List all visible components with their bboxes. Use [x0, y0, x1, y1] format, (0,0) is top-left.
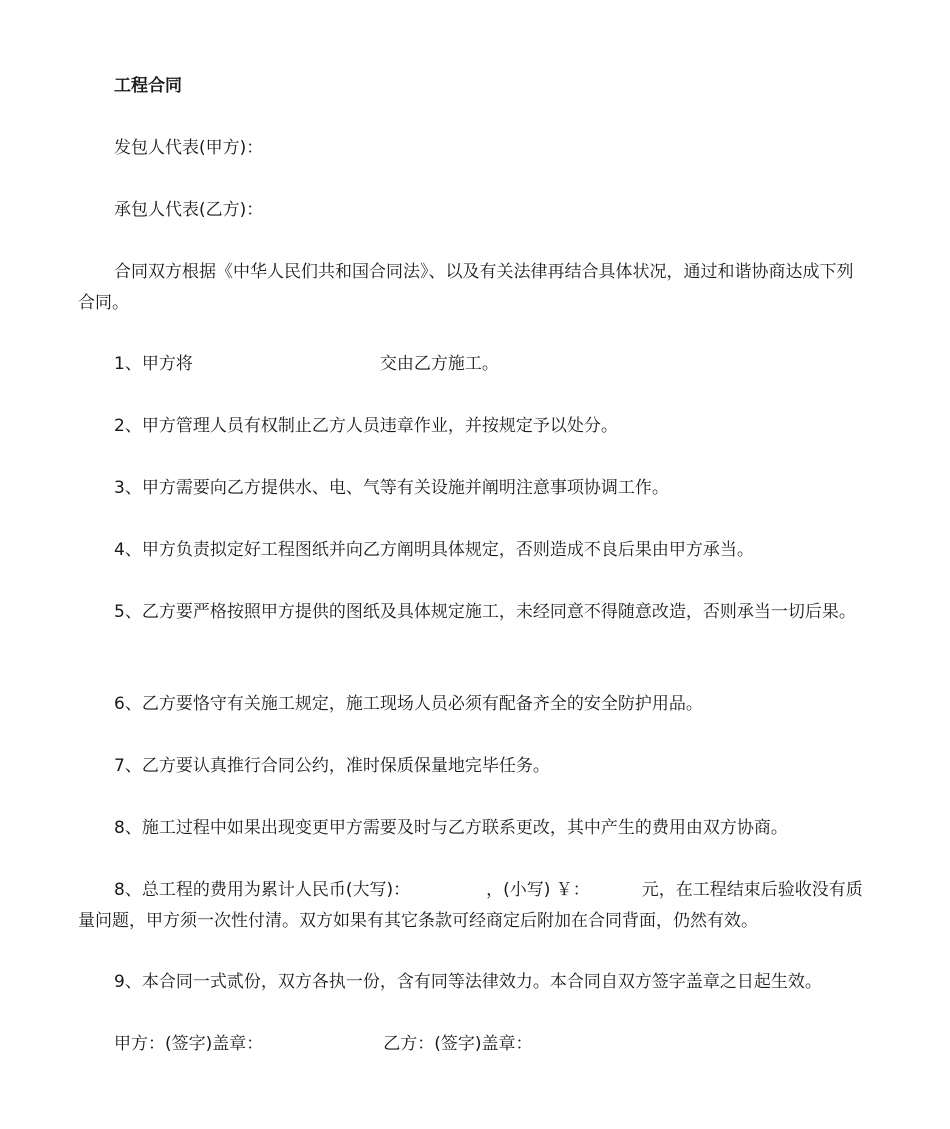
clause-7-text: 7、乙方要认真推行合同公约，准时保质保量地完毕任务。 [114, 756, 550, 776]
clause-8b-amount-figures-label: ，(小写) ￥： [486, 880, 590, 900]
clause-3 [78, 473, 868, 504]
clause-8a-text: 8、施工过程中如果出现变更甲方需要及时与乙方联系更改，其中产生的费用由双方协商。 [114, 818, 788, 838]
clause-6-text: 6、乙方要恪守有关施工规定，施工现场人员必须有配备齐全的安全防护用品。 [114, 694, 703, 714]
signature-line [78, 1029, 868, 1060]
title-text: 工程合同 [114, 76, 182, 96]
party-b-label: 承包人代表(乙方)： [114, 200, 264, 220]
preamble-paragraph [78, 257, 868, 319]
preamble-text: 合同双方根据《中华人民们共和国合同法》、以及有关法律再结合具体状况，通过和谐协商达成下列合同。 [78, 262, 854, 313]
clause-8b-amount-words-label: 8、总工程的费用为累计人民币(大写)： [114, 880, 411, 900]
signature-party-a: 甲方：(签字)盖章： [114, 1034, 264, 1054]
clause-2 [78, 411, 868, 442]
clause-6 [78, 689, 868, 720]
party-a-line [78, 133, 868, 164]
clause-7 [78, 751, 868, 782]
clause-8b [78, 875, 868, 937]
clause-4-text: 4、甲方负责拟定好工程图纸并向乙方阐明具体规定，否则造成不良后果由甲方承当。 [114, 540, 754, 560]
party-a-label: 发包人代表(甲方)： [114, 138, 264, 158]
clause-1-text-before: 1、甲方将 [114, 354, 193, 374]
clause-9 [78, 967, 868, 998]
clause-1-text-after: 交由乙方施工。 [379, 354, 499, 374]
clause-4 [78, 535, 868, 566]
clause-9-text: 9、本合同一式贰份，双方各执一份，含有同等法律效力。本合同自双方签字盖章之日起生效。 [114, 972, 822, 992]
signature-party-b: 乙方：(签字)盖章： [383, 1034, 533, 1054]
clause-3-text: 3、甲方需要向乙方提供水、电、气等有关设施并阐明注意事项协调工作。 [114, 478, 669, 498]
document-title [78, 71, 868, 102]
clause-8b-text-rest: 元，在工程结束后验收没有质量问题，甲方须一次性付清。双方如果有其它条款可经商定后附加在合同背面，仍然有效。 [78, 880, 863, 931]
clause-2-text: 2、甲方管理人员有权制止乙方人员违章作业，并按规定予以处分。 [114, 416, 618, 436]
clause-5-text: 5、乙方要严格按照甲方提供的图纸及具体规定施工，未经同意不得随意改造，否则承当一切后果。 [114, 602, 856, 622]
clause-5 [78, 597, 868, 628]
party-b-line [78, 195, 868, 226]
clause-1 [78, 349, 868, 380]
clause-8a [78, 813, 868, 844]
